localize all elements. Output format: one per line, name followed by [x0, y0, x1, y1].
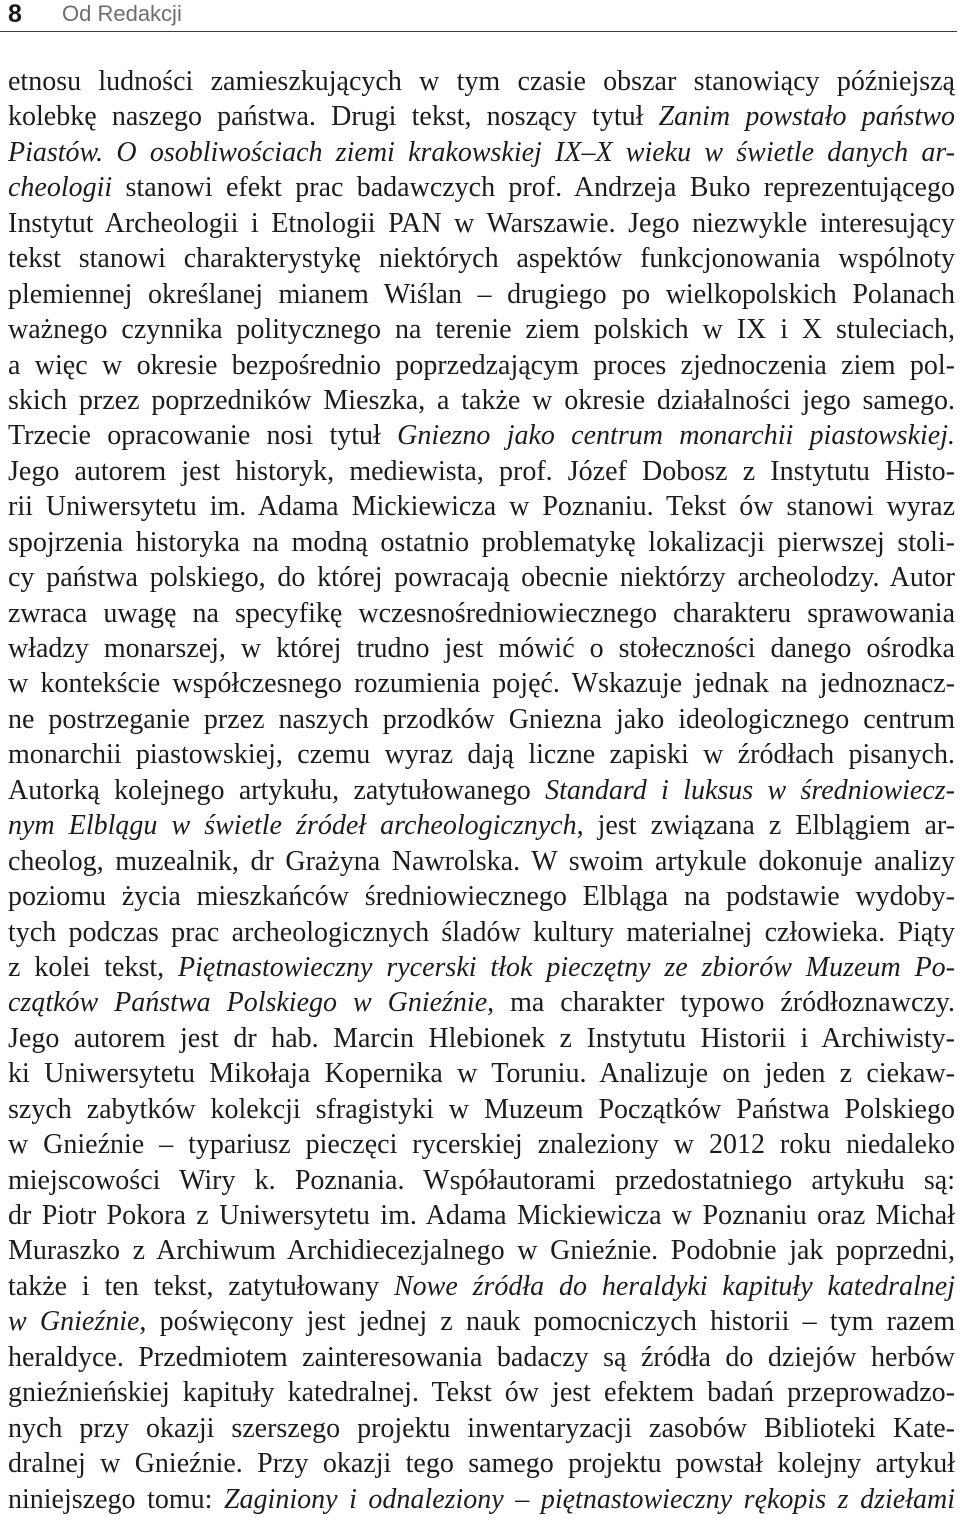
- italic-title-segment: Piastów. O osobliwościach ziemi krakowskiej IX–X wieku w świetle danych ar-: [8, 136, 955, 168]
- page-number: 8: [8, 0, 22, 28]
- text-segment: rii Uniwersytetu im. Adama Mickiewicza w Poznaniu. Tekst ów stanowi wyraz: [8, 491, 955, 523]
- text-line: [8, 1375, 955, 1410]
- text-line: [8, 241, 955, 276]
- text-line: [8, 99, 955, 134]
- text-segment: a więc w okresie bezpośrednio poprzedzającym proces zjednoczenia ziem pol-: [8, 349, 955, 381]
- text-segment: Muraszko z Archiwum Archidiecezjalnego w Gnieźnie. Podobnie jak poprzedni,: [8, 1235, 955, 1267]
- text-segment: Instytut Archeologii i Etnologii PAN w Warszawie. Jego niezwykle interesujący: [8, 207, 955, 239]
- text-segment: gnieźnieńskiej kapituły katedralnej. Tekst ów jest efektem badań przeprowadzo-: [8, 1377, 955, 1409]
- body-text: [8, 64, 955, 1517]
- italic-title-segment: czątków Państwa Polskiego w Gnieźnie: [8, 987, 488, 1019]
- text-segment: z kolei tekst,: [8, 951, 179, 983]
- italic-title-segment: Zanim powstało państwo: [658, 101, 955, 133]
- italic-title-segment: cheologii: [8, 172, 113, 204]
- header-rule: [0, 31, 957, 32]
- text-segment: tych podczas prac archeologicznych śladów kultury materialnej człowieka. Piąty: [8, 916, 955, 948]
- text-segment: , jest związana z Elblągiem ar-: [576, 810, 955, 842]
- text-line: [8, 135, 955, 170]
- text-segment: cheolog, muzealnik, dr Grażyna Nawrolska. W swoim artykule dokonuje analizy: [8, 845, 955, 877]
- text-line: [8, 1056, 955, 1091]
- text-line: [8, 312, 955, 347]
- text-segment: ki Uniwersytetu Mikołaja Kopernika w Toruniu. Analizuje on jeden z ciekaw-: [8, 1058, 955, 1090]
- text-line: [8, 985, 955, 1020]
- text-line: [8, 1163, 955, 1198]
- text-line: [8, 808, 955, 843]
- italic-title-segment: Gniezno jako centrum monarchii piastowskiej.: [397, 420, 955, 452]
- italic-title-segment: Zaginiony i odnaleziony – piętnastowieczny rękopis z dziełami: [223, 1483, 955, 1515]
- text-segment: dr Piotr Pokora z Uniwersytetu im. Adama Mickiewicza w Poznaniu oraz Michał: [8, 1200, 955, 1231]
- text-line: [8, 1304, 955, 1339]
- text-line: [8, 525, 955, 560]
- text-line: [8, 1198, 955, 1233]
- text-segment: władzy monarszej, w której trudno jest mówić o stołeczności danego ośrodka: [8, 633, 955, 664]
- text-segment: plemiennej określanej mianem Wiślan – drugiego po wielkopolskich Polanach: [8, 278, 955, 310]
- running-header: [8, 0, 948, 28]
- italic-title-segment: nym Elblągu w świetle źródeł archeologicznych: [8, 810, 577, 842]
- text-line: [8, 1340, 955, 1375]
- text-line: [8, 666, 955, 701]
- text-line: [8, 631, 955, 666]
- text-line: [8, 170, 955, 205]
- text-segment: etnosu ludności zamieszkujących w tym czasie obszar stanowiący późniejszą: [8, 66, 955, 97]
- running-title: Od Redakcji: [62, 1, 182, 26]
- italic-title-segment: Standard i luksus w średniowiecz-: [545, 774, 955, 806]
- text-segment: ważnego czynnika politycznego na terenie ziem polskich w IX i X stuleciach,: [8, 314, 955, 346]
- text-line: [8, 277, 955, 312]
- text-line: [8, 1021, 955, 1056]
- text-segment: stanowi efekt prac badawczych prof. Andrzeja Buko reprezentującego: [112, 172, 955, 204]
- text-segment: Jego autorem jest historyk, mediewista, prof. Józef Dobosz z Instytutu Histo-: [8, 455, 955, 487]
- text-segment: miejscowości Wiry k. Poznania. Współautorami przedostatniego artykułu są:: [8, 1164, 955, 1196]
- text-line: [8, 1127, 955, 1162]
- text-segment: heraldyce. Przedmiotem zainteresowania badaczy są źródła do dziejów herbów: [8, 1341, 955, 1373]
- text-segment: dralnej w Gnieźnie. Przy okazji tego samego projektu powstał kolejny artykuł: [8, 1448, 955, 1480]
- text-segment: Jego autorem jest dr hab. Marcin Hlebionek z Instytutu Historii i Archiwisty-: [8, 1022, 955, 1054]
- text-segment: w Gnieźnie – typariusz pieczęci rycerskiej znaleziony w 2012 roku niedaleko: [8, 1129, 955, 1161]
- text-segment: nych przy okazji szerszego projektu inwentaryzacji zasobów Biblioteki Kate-: [8, 1412, 955, 1444]
- italic-title-segment: Piętnastowieczny rycerski tłok pieczętny ze zbiorów Muzeum Po-: [178, 951, 955, 983]
- text-line: [8, 1233, 955, 1268]
- text-line: [8, 1446, 955, 1481]
- text-line: [8, 348, 955, 383]
- italic-title-segment: Nowe źródła do heraldyki kapituły katedralnej: [393, 1270, 955, 1302]
- text-line: [8, 418, 955, 453]
- text-segment: kolebkę naszego państwa. Drugi tekst, noszący tytuł: [8, 101, 659, 133]
- text-line: [8, 1482, 955, 1517]
- text-line: [8, 950, 955, 985]
- text-line: [8, 206, 955, 241]
- text-line: [8, 1269, 955, 1304]
- text-line: [8, 383, 955, 418]
- text-segment: tekst stanowi charakterystykę niektórych aspektów funkcjonowania wspólnoty: [8, 243, 955, 275]
- text-line: [8, 879, 955, 914]
- text-segment: ne postrzeganie przez naszych przodków Gniezna jako ideologicznego centrum: [8, 703, 955, 735]
- text-line: [8, 1092, 955, 1127]
- text-line: [8, 489, 955, 524]
- text-line: [8, 844, 955, 879]
- text-segment: szych zabytków kolekcji sfragistyki w Muzeum Początków Państwa Polskiego: [8, 1093, 955, 1125]
- text-line: [8, 773, 955, 808]
- text-segment: niniejszego tomu:: [8, 1483, 224, 1515]
- text-line: [8, 737, 955, 772]
- text-line: [8, 702, 955, 737]
- text-line: [8, 915, 955, 950]
- text-segment: , ma charakter typowo źródłoznawczy.: [487, 987, 955, 1019]
- text-segment: , poświęcony jest jednej z nauk pomocniczych historii – tym razem: [139, 1306, 955, 1338]
- text-segment: poziomu życia mieszkańców średniowiecznego Elbląga na podstawie wydoby-: [8, 881, 955, 913]
- text-line: [8, 64, 955, 99]
- text-segment: w kontekście współczesnego rozumienia pojęć. Wskazuje jednak na jednoznacz-: [8, 668, 955, 700]
- text-line: [8, 454, 955, 489]
- text-segment: cy państwa polskiego, do której powracają obecnie niektórzy archeolodzy. Autor: [8, 562, 955, 594]
- text-segment: spojrzenia historyka na modną ostatnio problematykę lokalizacji pierwszej stoli-: [8, 526, 955, 558]
- text-segment: zwraca uwagę na specyfikę wczesnośredniowiecznego charakteru sprawowania: [8, 597, 955, 629]
- text-segment: skich przez poprzedników Mieszka, a także w okresie działalności jego samego.: [8, 384, 955, 416]
- text-line: [8, 596, 955, 631]
- text-segment: także i ten tekst, zatytułowany: [8, 1270, 394, 1302]
- text-line: [8, 1411, 955, 1446]
- text-segment: Trzecie opracowanie nosi tytuł: [8, 420, 398, 452]
- italic-title-segment: w Gnieźnie: [8, 1306, 140, 1338]
- text-line: [8, 560, 955, 595]
- text-segment: monarchii piastowskiej, czemu wyraz dają liczne zapiski w źródłach pisanych.: [8, 739, 955, 771]
- text-segment: Autorką kolejnego artykułu, zatytułowanego: [8, 774, 546, 806]
